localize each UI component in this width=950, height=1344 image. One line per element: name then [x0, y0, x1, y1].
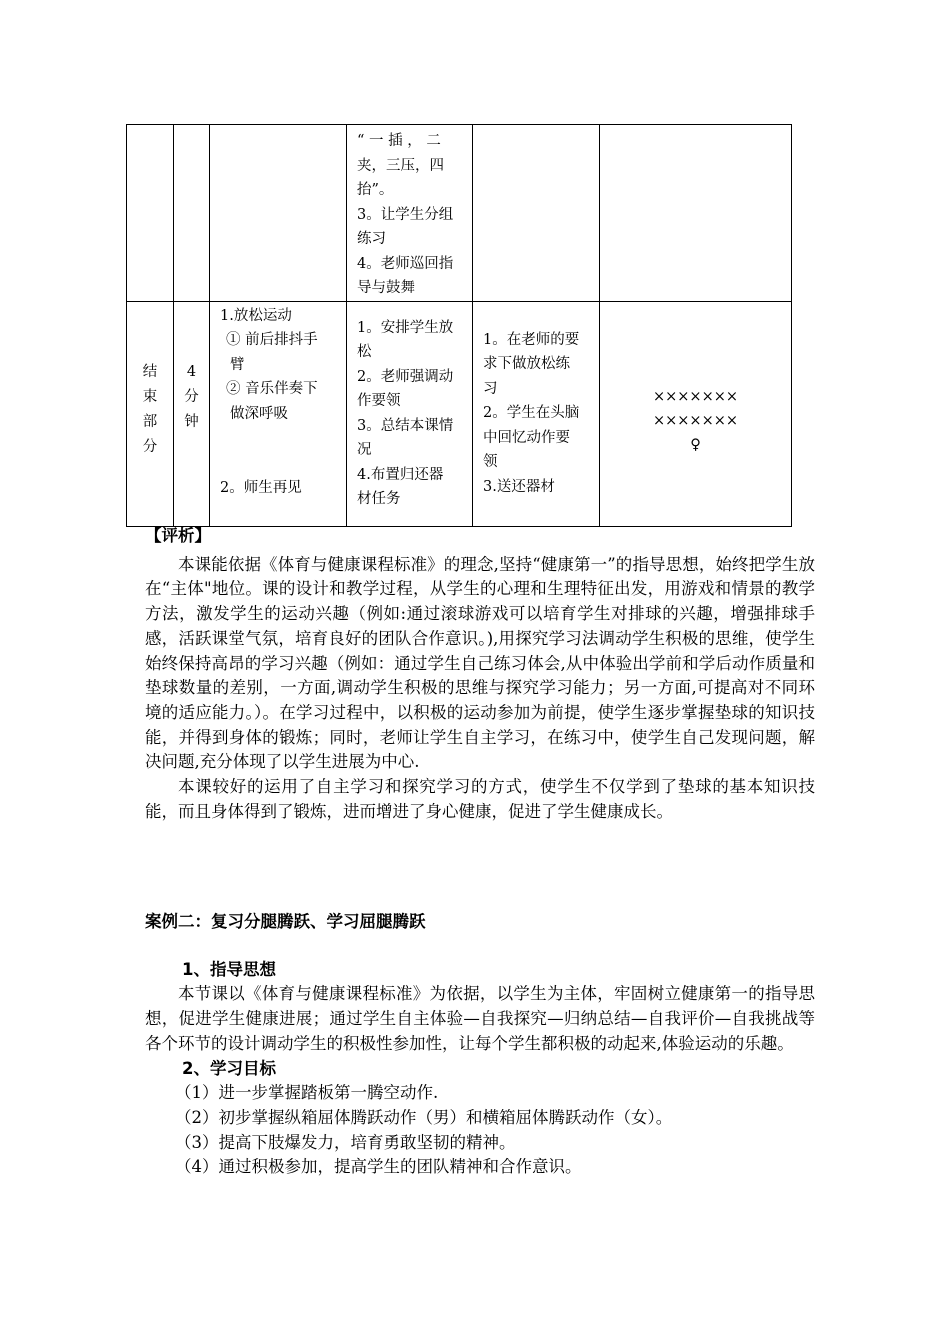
section-heading: 1、指导思想	[182, 959, 276, 979]
cell-line: 求下做放松练	[483, 356, 570, 372]
section-heading: 2、学习目标	[182, 1058, 276, 1078]
cell-line: ① 前后排抖手	[226, 332, 318, 348]
table-cell	[210, 125, 347, 302]
part-char: 结	[142, 363, 158, 380]
part-char: 部	[142, 413, 158, 430]
table-cell	[174, 125, 210, 302]
table-row	[127, 125, 792, 302]
content-cell	[210, 301, 347, 526]
cell-line: 4.布置归还器	[357, 466, 444, 483]
student-activity-cell	[473, 301, 600, 526]
cell-line: 夹，三压，四	[357, 157, 444, 174]
cell-line: 做深呼吸	[230, 405, 288, 422]
objective-item: （2）初步掌握纵箱屈体腾跃动作（男）和横箱屈体腾跃动作（女）。	[175, 1107, 673, 1127]
cell-line: 况	[357, 442, 372, 458]
case2-section	[145, 910, 815, 1180]
time-char: 钟	[184, 413, 199, 430]
cell-line: 松	[357, 344, 372, 360]
time-cell	[174, 301, 210, 526]
objective-item: （4）通过积极参加，提高学生的团队精神和合作意识。	[175, 1157, 582, 1177]
cell-line: 导与鼓舞	[357, 280, 415, 296]
formation-row: ×××××××	[652, 412, 739, 429]
time-char: 4	[186, 363, 197, 380]
teacher-activity-cell	[347, 125, 473, 302]
cell-line: 1。安排学生放	[357, 319, 454, 336]
guiding-paragraph: 本节课以《体育与健康课程标准》为依据，以学生为主体，牢固树立健康第一的指导思想，促进学生健康进展；通过学生自主体验—自我探究—归纳总结—自我评价—自我挑战等各个环节的设计调动学生的积极性参加性，让每个学生都积极的动起来,体验运动的乐趣。	[145, 984, 815, 1053]
cell-line: 2。师生再见	[220, 480, 302, 496]
cell-line: 臂	[230, 356, 245, 373]
table-cell	[473, 125, 600, 302]
cell-line: ② 音乐伴奏下	[226, 381, 318, 397]
analysis-paragraph: 本课能依据《体育与健康课程标准》的理念,坚持“健康第一”的指导思想，始终把学生放在“主体"地位。课的设计和教学过程，从学生的心理和生理特征出发，用游戏和情景的教学方法，激发学生的运动兴趣（例如:通过滚球游戏可以培育学生对排球的兴趣，增强排球手感，活跃课堂气氛，培育良好的团队合作意识。),用探究学习法调动学生积极的思维，使学生始终保持高昂的学习兴趣（例如：通过学生自己练习体会,从中体验出学前和学后动作质量和垫球数量的差别，一方面,调动学生积极的思维与探究学习能力；另一方面,可提高对不同环境的适应能力。）。在学习过程中，以积极的运动参加为前提，使学生逐步掌握垫球的知识技能，并得到身体的锻炼；同时，老师让学生自主学习，在练习中，使学生自己发现问题，解决问题,充分体现了以学生进展为中心.	[145, 554, 815, 772]
cell-line: 3。总结本课情	[357, 417, 454, 434]
cell-line: 材任务	[357, 491, 401, 507]
cell-line: 1。在老师的要	[483, 331, 580, 348]
analysis-paragraph: 本课较好的运用了自主学习和探究学习的方式，使学生不仅学到了垫球的基本知识技能，而且身体得到了锻炼，进而增进了身心健康，促进了学生健康成长。	[145, 777, 815, 821]
table-cell	[600, 125, 792, 302]
formation-row: ×××××××	[652, 388, 739, 405]
cell-line: 作要领	[357, 393, 401, 409]
objective-item: （3）提高下肢爆发力，培育勇敢坚韧的精神。	[175, 1132, 516, 1152]
cell-line: 中回忆动作要	[483, 429, 570, 446]
time-char: 分	[184, 388, 199, 405]
cell-line: 3.送还器材	[483, 478, 555, 495]
table-row	[127, 301, 792, 526]
cell-line: 习	[483, 380, 498, 397]
part-char: 分	[142, 438, 158, 455]
analysis-title: 【评析】	[145, 526, 211, 545]
case2-title: 案例二：复习分腿腾跃、学习屈腿腾跃	[145, 912, 426, 931]
cell-line: 4。老师巡回指	[357, 255, 454, 272]
part-cell	[127, 301, 174, 526]
cell-line: 2。学生在头脑	[483, 405, 580, 421]
cell-line: 1.放松运动	[220, 307, 292, 324]
objective-item: （1）进一步掌握踏板第一腾空动作.	[175, 1083, 439, 1103]
table-cell	[127, 125, 174, 302]
cell-line: 抬”。	[357, 182, 394, 198]
cell-line: 2。老师强调动	[357, 368, 454, 385]
lesson-plan-table	[126, 124, 792, 527]
cell-line: 领	[483, 454, 498, 470]
part-char: 束	[142, 388, 158, 405]
teacher-activity-cell	[347, 301, 473, 526]
cell-line: 3。让学生分组	[357, 206, 454, 223]
cell-line: “ 一 插 ， 二	[357, 133, 441, 149]
teacher-position-icon: ♀	[690, 436, 701, 453]
cell-line: 练习	[357, 231, 386, 247]
analysis-section	[145, 524, 815, 824]
formation-cell	[600, 301, 792, 526]
